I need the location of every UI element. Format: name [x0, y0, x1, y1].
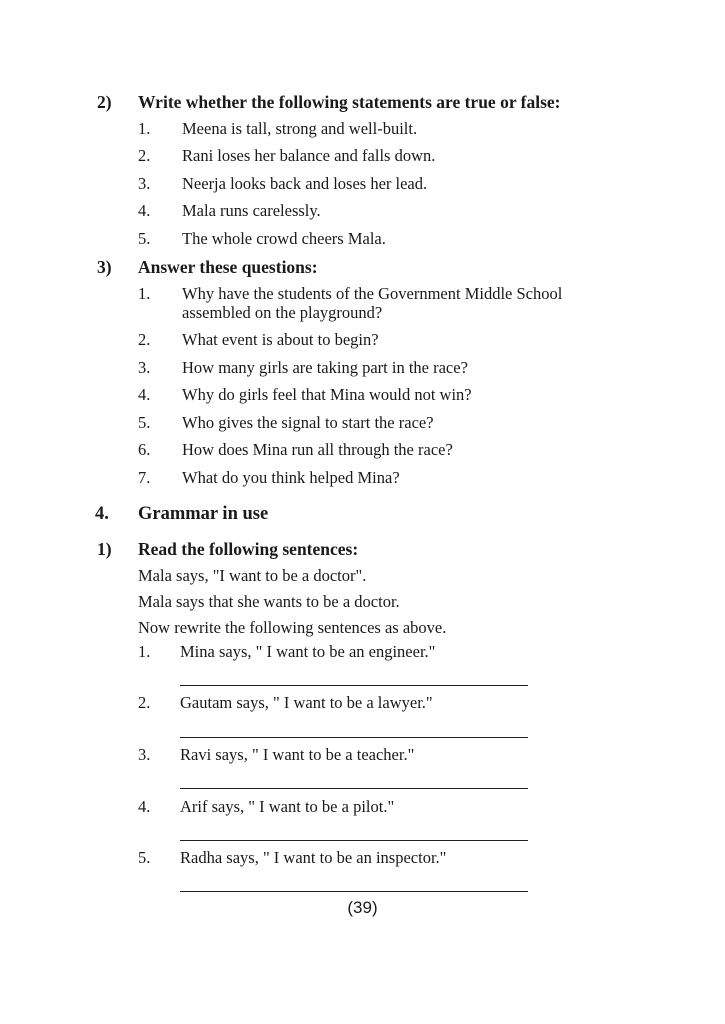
g-item-2-text: Gautam says, " I want to be a lawyer." [180, 693, 433, 712]
answer-line-3 [180, 788, 528, 789]
answer-line-5 [180, 891, 528, 892]
section-3-heading: Answer these questions: [138, 257, 318, 277]
s2-item-1-text: Meena is tall, strong and well-built. [182, 119, 418, 138]
g-item-3-number: 3. [138, 745, 151, 764]
g-item-4-number: 4. [138, 797, 151, 816]
s2-item-4-number: 4. [138, 201, 151, 220]
g-item-1-number: 1. [138, 642, 151, 661]
s2-item-3-number: 3. [138, 174, 151, 193]
s3-item-7-number: 7. [138, 468, 151, 487]
s3-item-4-text: Why do girls feel that Mina would not win? [182, 385, 472, 404]
s3-item-2-text: What event is about to begin? [182, 330, 379, 349]
example-sentence-direct: Mala says, "I want to be a doctor". [138, 566, 367, 585]
g-item-5-text: Radha says, " I want to be an inspector." [180, 848, 447, 867]
g-item-1-text: Mina says, " I want to be an engineer." [180, 642, 436, 661]
answer-line-1 [180, 685, 528, 686]
s2-item-2-text: Rani loses her balance and falls down. [182, 146, 436, 165]
g-item-4-text: Arif says, " I want to be a pilot." [180, 797, 395, 816]
page-number: (39) [347, 898, 378, 917]
s3-item-1-text: Why have the students of the Government Middle School [182, 284, 563, 303]
section-4-number: 4. [95, 504, 109, 524]
section-3-number: 3) [97, 257, 112, 277]
s3-item-4-number: 4. [138, 385, 151, 404]
s3-item-5-text: Who gives the signal to start the race? [182, 413, 434, 432]
s2-item-4-text: Mala runs carelessly. [182, 201, 321, 220]
s2-item-2-number: 2. [138, 146, 151, 165]
section-2-number: 2) [97, 92, 112, 112]
rewrite-instruction: Now rewrite the following sentences as above. [138, 618, 447, 637]
s3-item-3-text: How many girls are taking part in the race? [182, 358, 468, 377]
answer-line-4 [180, 840, 528, 841]
s3-item-6-number: 6. [138, 440, 151, 459]
grammar-1-number: 1) [97, 539, 112, 559]
grammar-1-heading: Read the following sentences: [138, 539, 359, 559]
s3-item-1-text-continued: assembled on the playground? [182, 303, 383, 322]
s3-item-6-text: How does Mina run all through the race? [182, 440, 453, 459]
s2-item-5-text: The whole crowd cheers Mala. [182, 229, 386, 248]
s3-item-1-number: 1. [138, 284, 151, 303]
s2-item-3-text: Neerja looks back and loses her lead. [182, 174, 428, 193]
answer-line-2 [180, 737, 528, 738]
g-item-3-text: Ravi says, " I want to be a teacher." [180, 745, 415, 764]
s3-item-3-number: 3. [138, 358, 151, 377]
g-item-5-number: 5. [138, 848, 151, 867]
s3-item-7-text: What do you think helped Mina? [182, 468, 400, 487]
s3-item-5-number: 5. [138, 413, 151, 432]
s2-item-5-number: 5. [138, 229, 151, 248]
s2-item-1-number: 1. [138, 119, 151, 138]
s3-item-2-number: 2. [138, 330, 151, 349]
section-2-heading: Write whether the following statements are true or false: [138, 92, 561, 112]
section-4-heading: Grammar in use [138, 504, 269, 524]
example-sentence-reported: Mala says that she wants to be a doctor. [138, 592, 400, 611]
g-item-2-number: 2. [138, 693, 151, 712]
